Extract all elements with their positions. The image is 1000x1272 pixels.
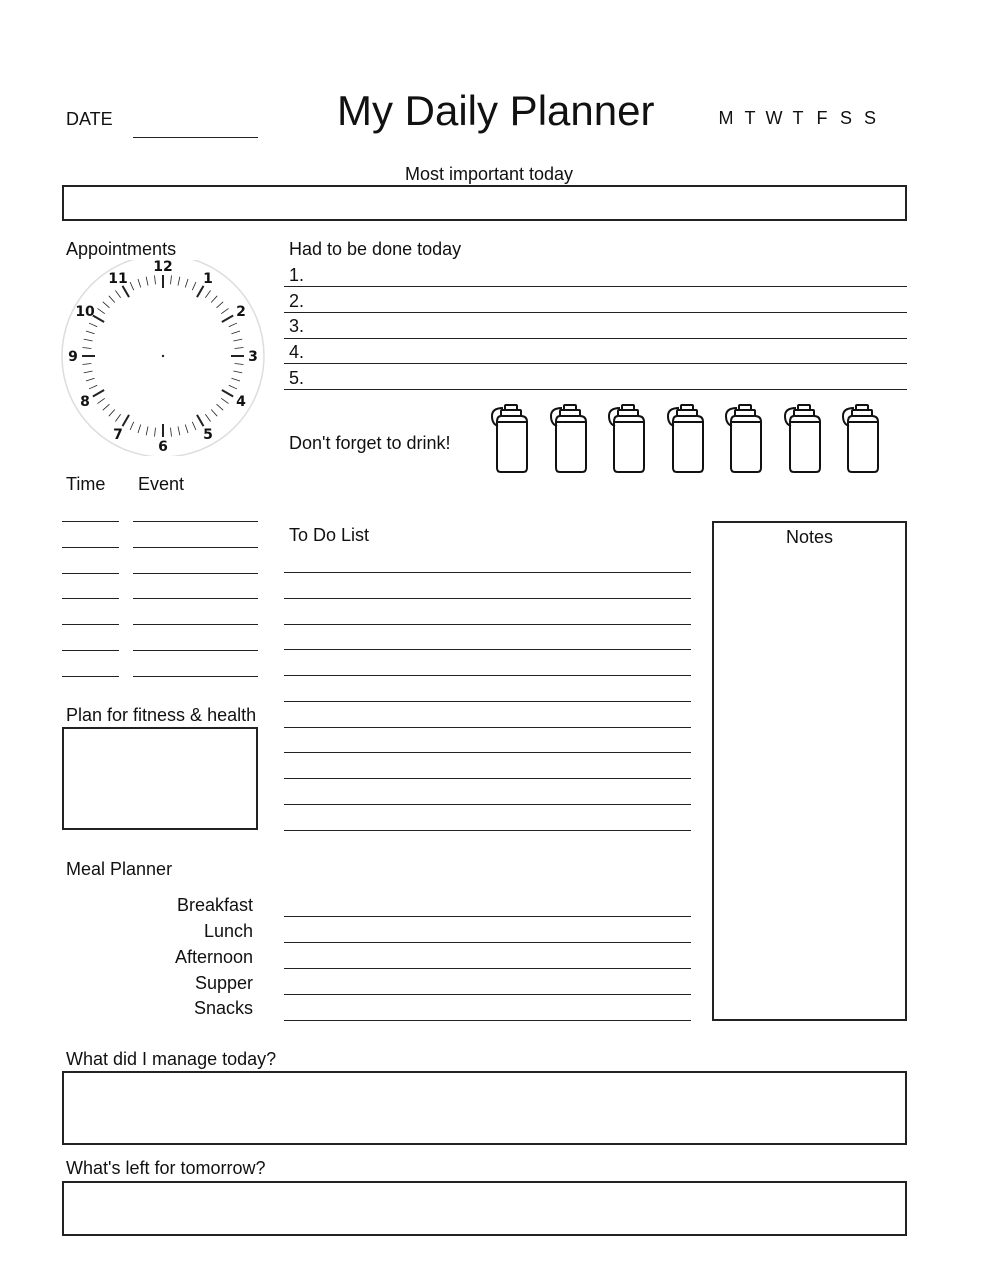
meal-label-breakfast: Breakfast bbox=[176, 895, 253, 915]
water-bottle-icon[interactable] bbox=[607, 402, 651, 474]
clock-number-12: 12 bbox=[153, 260, 173, 275]
fitness-box[interactable] bbox=[62, 727, 258, 830]
water-bottle-icon[interactable] bbox=[490, 402, 534, 474]
date-label: DATE bbox=[66, 109, 113, 129]
time-entry-line[interactable] bbox=[62, 624, 119, 625]
clock-number-7: 7 bbox=[113, 426, 123, 443]
todo-line[interactable] bbox=[284, 675, 691, 676]
time-entry-line[interactable] bbox=[62, 547, 119, 548]
appointments-label: Appointments bbox=[66, 239, 177, 259]
tomorrow-box[interactable] bbox=[62, 1181, 907, 1236]
clock-number-4: 4 bbox=[236, 394, 246, 410]
todo-line[interactable] bbox=[284, 804, 691, 805]
drink-reminder-label: Don't forget to drink! bbox=[289, 433, 451, 453]
water-bottle-icon[interactable] bbox=[841, 402, 885, 474]
time-entry-line[interactable] bbox=[62, 573, 119, 574]
todo-line[interactable] bbox=[284, 727, 691, 728]
clock-number-8: 8 bbox=[80, 394, 90, 410]
clock-number-1: 1 bbox=[203, 271, 213, 288]
todo-line[interactable] bbox=[284, 752, 691, 753]
todo-label: To Do List bbox=[289, 525, 370, 545]
weekday-friday[interactable]: F bbox=[816, 108, 828, 128]
event-entry-line[interactable] bbox=[133, 521, 258, 522]
must-do-label: Had to be done today bbox=[289, 239, 462, 259]
weekday-sunday[interactable]: S bbox=[863, 108, 876, 128]
weekday-tuesday[interactable]: T bbox=[744, 108, 756, 128]
meal-planner-label: Meal Planner bbox=[66, 859, 173, 879]
event-entry-line[interactable] bbox=[133, 624, 258, 625]
meal-line-afternoon[interactable] bbox=[284, 968, 691, 969]
date-field[interactable] bbox=[133, 137, 258, 138]
todo-line[interactable] bbox=[284, 830, 691, 831]
todo-line[interactable] bbox=[284, 778, 691, 779]
clock-number-3: 3 bbox=[248, 349, 258, 365]
must-do-line-4[interactable] bbox=[284, 363, 907, 364]
must-do-number-5: 5. bbox=[289, 368, 305, 388]
time-entry-line[interactable] bbox=[62, 598, 119, 599]
must-do-line-5[interactable] bbox=[284, 389, 907, 390]
water-bottle-icon[interactable] bbox=[666, 402, 710, 474]
weekday-monday[interactable]: M bbox=[718, 108, 734, 128]
time-entry-line[interactable] bbox=[62, 676, 119, 677]
meal-label-afternoon: Afternoon bbox=[174, 947, 253, 967]
notes-box[interactable] bbox=[712, 521, 907, 1021]
meal-line-lunch[interactable] bbox=[284, 942, 691, 943]
notes-label: Notes bbox=[785, 527, 834, 547]
time-entry-line[interactable] bbox=[62, 650, 119, 651]
meal-line-breakfast[interactable] bbox=[284, 916, 691, 917]
weekday-thursday[interactable]: T bbox=[792, 108, 804, 128]
must-do-number-4: 4. bbox=[289, 342, 305, 362]
must-do-line-1[interactable] bbox=[284, 286, 907, 287]
todo-line[interactable] bbox=[284, 701, 691, 702]
clock-number-2: 2 bbox=[236, 304, 246, 320]
time-column-header: Time bbox=[66, 474, 106, 494]
event-column-header: Event bbox=[138, 474, 185, 494]
todo-line[interactable] bbox=[284, 649, 691, 650]
clock-face bbox=[60, 260, 268, 456]
managed-today-label: What did I manage today? bbox=[66, 1049, 277, 1069]
must-do-number-2: 2. bbox=[289, 291, 305, 311]
meal-line-supper[interactable] bbox=[284, 994, 691, 995]
event-entry-line[interactable] bbox=[133, 676, 258, 677]
clock-number-10: 10 bbox=[75, 304, 95, 320]
meal-line-snacks[interactable] bbox=[284, 1020, 691, 1021]
weekday-wednesday[interactable]: W bbox=[765, 108, 783, 128]
time-entry-line[interactable] bbox=[62, 521, 119, 522]
page-title: My Daily Planner bbox=[337, 87, 655, 134]
tomorrow-label: What's left for tomorrow? bbox=[66, 1158, 266, 1178]
meal-label-lunch: Lunch bbox=[203, 921, 253, 941]
clock-number-5: 5 bbox=[203, 426, 213, 443]
weekday-saturday[interactable]: S bbox=[839, 108, 852, 128]
most-important-label: Most important today bbox=[404, 164, 574, 184]
water-bottle-icon[interactable] bbox=[549, 402, 593, 474]
todo-line[interactable] bbox=[284, 624, 691, 625]
must-do-line-2[interactable] bbox=[284, 312, 907, 313]
weekday-selector bbox=[714, 108, 882, 129]
fitness-label: Plan for fitness & health bbox=[66, 705, 257, 725]
clock-number-11: 11 bbox=[108, 271, 128, 288]
event-entry-line[interactable] bbox=[133, 547, 258, 548]
event-entry-line[interactable] bbox=[133, 650, 258, 651]
clock-number-9: 9 bbox=[68, 349, 78, 365]
managed-today-box[interactable] bbox=[62, 1071, 907, 1145]
most-important-box[interactable] bbox=[62, 185, 907, 221]
todo-line[interactable] bbox=[284, 572, 691, 573]
meal-label-snacks: Snacks bbox=[193, 998, 253, 1018]
clock-number-6: 6 bbox=[158, 439, 168, 455]
meal-label-supper: Supper bbox=[194, 973, 253, 993]
event-entry-line[interactable] bbox=[133, 598, 258, 599]
event-entry-line[interactable] bbox=[133, 573, 258, 574]
water-bottle-icon[interactable] bbox=[783, 402, 827, 474]
must-do-number-3: 3. bbox=[289, 316, 305, 336]
must-do-line-3[interactable] bbox=[284, 338, 907, 339]
must-do-number-1: 1. bbox=[289, 265, 305, 285]
todo-line[interactable] bbox=[284, 598, 691, 599]
water-bottle-icon[interactable] bbox=[724, 402, 768, 474]
